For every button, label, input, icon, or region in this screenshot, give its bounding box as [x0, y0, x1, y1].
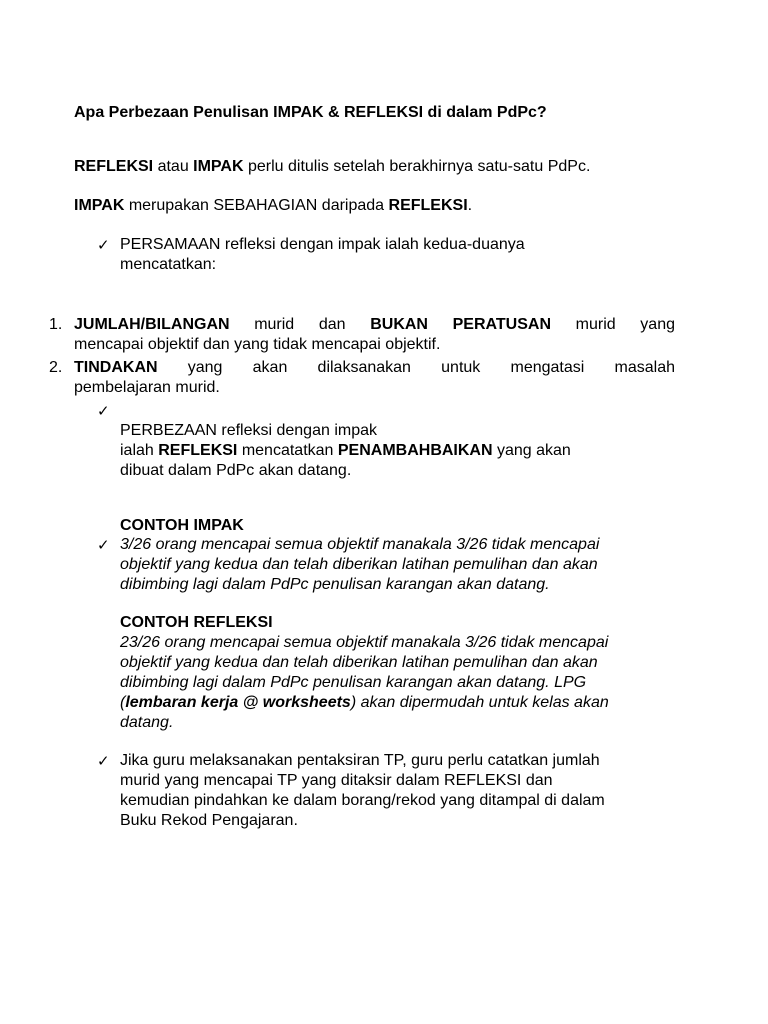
perbezaan-line: dibuat dalam PdPc akan datang.	[120, 462, 352, 479]
contoh-refleksi-line	[120, 693, 680, 713]
term-impak: IMPAK	[74, 197, 125, 214]
document-title: Apa Perbezaan Penulisan IMPAK & REFLEKSI di dalam PdPc?	[74, 104, 547, 121]
perbezaan-item	[120, 421, 680, 481]
contoh-impak-line: objektif yang kedua dan telah diberikan latihan pemulihan dan akan	[120, 556, 598, 573]
paragraph-refleksi-impak	[74, 157, 675, 177]
term-tindakan: TINDAKAN	[74, 359, 158, 376]
text: atau	[153, 158, 194, 175]
text: (	[120, 694, 126, 711]
persamaan-line: PERSAMAAN refleksi dengan impak ialah kedua-duanya	[120, 236, 525, 253]
contoh-refleksi-line: 23/26 orang mencapai semua objektif manakala 3/26 tidak mencapai	[120, 634, 609, 651]
jika-line: Buku Rekod Pengajaran.	[120, 812, 298, 829]
term-jumlah: JUMLAH/BILANGAN	[74, 316, 230, 333]
jika-line: Jika guru melaksanakan pentaksiran TP, guru perlu catatkan jumlah	[120, 752, 600, 769]
perbezaan-line	[120, 441, 680, 461]
text: yang akan	[492, 442, 571, 459]
paragraph-impak-sebahagian	[74, 196, 675, 216]
text: ialah	[120, 442, 159, 459]
jika-line: murid yang mencapai TP yang ditaksir dalam REFLEKSI dan	[120, 772, 553, 789]
contoh-refleksi-line: objektif yang kedua dan telah diberikan latihan pemulihan dan akan	[120, 654, 598, 671]
text: merupakan SEBAHAGIAN daripada	[124, 197, 389, 214]
text: ) akan dipermudah untuk kelas akan	[350, 694, 609, 711]
contoh-refleksi-line: dibimbing lagi dalam PdPc penulisan karangan akan datang. LPG	[120, 674, 587, 691]
text: murid yang	[551, 316, 675, 333]
term-refleksi: REFLEKSI	[158, 442, 238, 459]
contoh-impak-line: 3/26 orang mencapai semua objektif manakala 3/26 tidak mencapai	[120, 536, 600, 553]
persamaan-item	[120, 235, 680, 275]
contoh-impak-heading: CONTOH IMPAK	[120, 517, 244, 534]
numbered-item-2	[49, 358, 675, 398]
text: perlu ditulis setelah berakhirnya satu-satu PdPc.	[243, 158, 591, 175]
contoh-impak-line: dibimbing lagi dalam PdPc penulisan karangan akan datang.	[120, 576, 550, 593]
contoh-impak-text	[120, 535, 680, 595]
term-impak: IMPAK	[193, 158, 244, 175]
checkmark-icon: ✓	[97, 236, 110, 254]
checkmark-icon: ✓	[97, 536, 110, 554]
jika-line: kemudian pindahkan ke dalam borang/rekod yang ditampal di dalam	[120, 792, 605, 809]
text: yang akan dilaksanakan untuk mengatasi masalah	[157, 359, 675, 376]
text: mencatatkan	[237, 442, 338, 459]
checkmark-icon: ✓	[97, 752, 110, 770]
list-item-last-line: pembelajaran murid.	[74, 379, 220, 396]
contoh-refleksi-text	[120, 633, 680, 733]
list-item-last-line: mencapai objektif dan yang tidak mencapai objektif.	[74, 336, 441, 353]
list-number: 2.	[49, 359, 63, 376]
list-number: 1.	[49, 316, 63, 333]
text: murid dan	[229, 316, 371, 333]
term-penambahbaikan: PENAMBAHBAIKAN	[337, 442, 493, 459]
term-refleksi: REFLEKSI	[388, 197, 468, 214]
perbezaan-line: PERBEZAAN refleksi dengan impak	[120, 422, 377, 439]
persamaan-line: mencatatkan:	[120, 256, 217, 273]
term-bukan-peratusan: BUKAN PERATUSAN	[370, 316, 551, 333]
numbered-item-1	[49, 315, 675, 355]
text: .	[467, 197, 473, 214]
term-lembaran-kerja: lembaran kerja @ worksheets	[125, 694, 351, 711]
term-refleksi: REFLEKSI	[74, 158, 154, 175]
jika-guru-item	[120, 751, 680, 831]
contoh-refleksi-heading: CONTOH REFLEKSI	[120, 614, 273, 631]
checkmark-icon: ✓	[97, 402, 110, 420]
contoh-refleksi-line: datang.	[120, 714, 174, 731]
